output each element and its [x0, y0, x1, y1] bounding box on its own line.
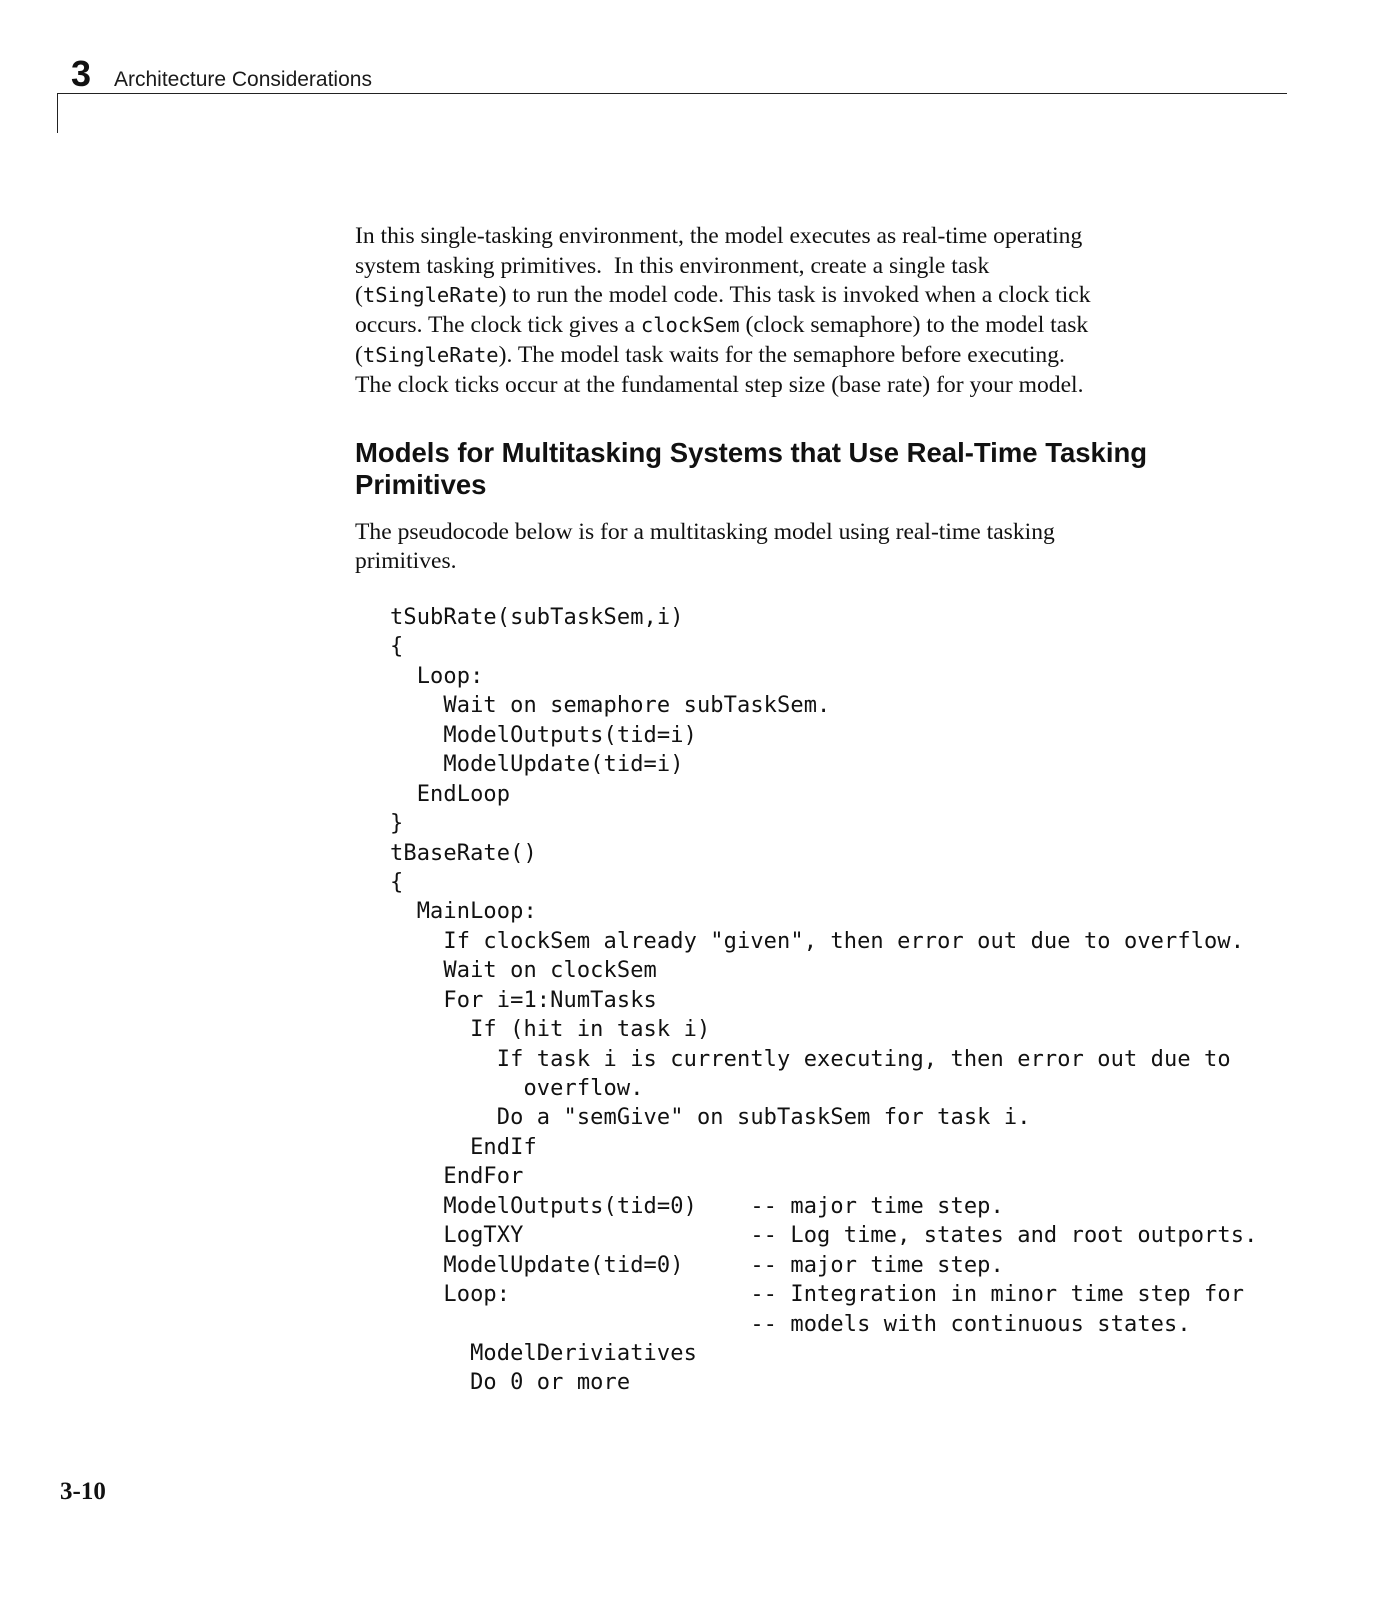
code-line: ModelUpdate(tid=0) -- major time step. — [390, 1252, 1004, 1278]
code-line: ModelUpdate(tid=i) — [390, 752, 684, 778]
code-line: { — [390, 869, 404, 895]
section-paragraph — [355, 518, 1255, 576]
intro-line — [355, 341, 1255, 371]
text-run: (clock semaphore) to the model task — [739, 312, 1089, 339]
code-line: Do 0 or more — [390, 1370, 631, 1396]
pseudocode-block — [390, 603, 1257, 1398]
code-line: tSubRate(subTaskSem,i) — [390, 605, 684, 630]
code-line: } — [390, 811, 404, 837]
chapter-number: 3 — [71, 53, 92, 94]
text-run: In this single-tasking environment, the model executes as real-time operating — [355, 223, 1083, 249]
code-line: Loop: -- Integration in minor time step for — [390, 1282, 1245, 1308]
intro-line — [355, 281, 1255, 311]
paragraph-line: The pseudocode below is for a multitasking model using real-time tasking — [355, 519, 1055, 545]
code-line: -- models with continuous states. — [390, 1311, 1191, 1337]
code-line: If (hit in task i) — [390, 1017, 711, 1043]
chapter-title: Architecture Considerations — [114, 68, 372, 91]
section-heading — [355, 437, 1275, 501]
inline-code: tSingleRate — [362, 283, 499, 308]
intro-paragraph — [355, 222, 1255, 400]
code-line: Loop: — [390, 663, 484, 689]
header-rule — [57, 93, 1287, 94]
text-run: ( — [355, 282, 363, 309]
text-run: ) to run the model code. This task is invoked when a clock tick — [498, 282, 1091, 309]
page-number: 3-10 — [60, 1478, 106, 1505]
text-run: The clock ticks occur at the fundamental step size (base rate) for your model. — [355, 371, 1084, 398]
text-run: ( — [355, 341, 363, 368]
text-run: ). The model task waits for the semaphore before executing. — [498, 341, 1065, 368]
code-line: ModelOutputs(tid=0) -- major time step. — [390, 1193, 1004, 1219]
code-line: EndIf — [390, 1134, 537, 1160]
intro-line — [355, 222, 1255, 252]
intro-line — [355, 371, 1255, 401]
code-line: LogTXY -- Log time, states and root outports. — [390, 1223, 1258, 1249]
text-run: system tasking primitives. In this environment, create a single task — [355, 252, 990, 279]
code-line: ModelOutputs(tid=i) — [390, 722, 697, 748]
code-line: For i=1:NumTasks — [390, 987, 657, 1013]
code-line: If task i is currently executing, then error out due to — [390, 1046, 1231, 1072]
code-line: ModelDeriviatives — [390, 1340, 697, 1366]
code-line: MainLoop: — [390, 899, 537, 925]
code-line: Do a "semGive" on subTaskSem for task i. — [390, 1105, 1031, 1131]
code-line: { — [390, 634, 404, 660]
inline-code: tSingleRate — [362, 342, 499, 367]
code-line: Wait on clockSem — [390, 958, 657, 984]
header-margin-tick — [57, 93, 58, 133]
code-line: If clockSem already "given", then error out due to overflow. — [390, 928, 1245, 954]
heading-line: Models for Multitasking Systems that Use Real-Time Tasking — [355, 437, 1148, 468]
code-line: tBaseRate() — [390, 840, 537, 866]
paragraph-line: primitives. — [355, 548, 457, 574]
code-line: overflow. — [390, 1076, 644, 1101]
code-line: EndLoop — [390, 781, 511, 807]
code-line: Wait on semaphore subTaskSem. — [390, 693, 831, 719]
text-run: occurs. The clock tick gives a — [355, 312, 641, 339]
code-line: EndFor — [390, 1164, 524, 1190]
intro-line — [355, 311, 1255, 341]
intro-line — [355, 252, 1255, 282]
heading-line: Primitives — [355, 469, 487, 500]
inline-code: clockSem — [640, 313, 740, 338]
